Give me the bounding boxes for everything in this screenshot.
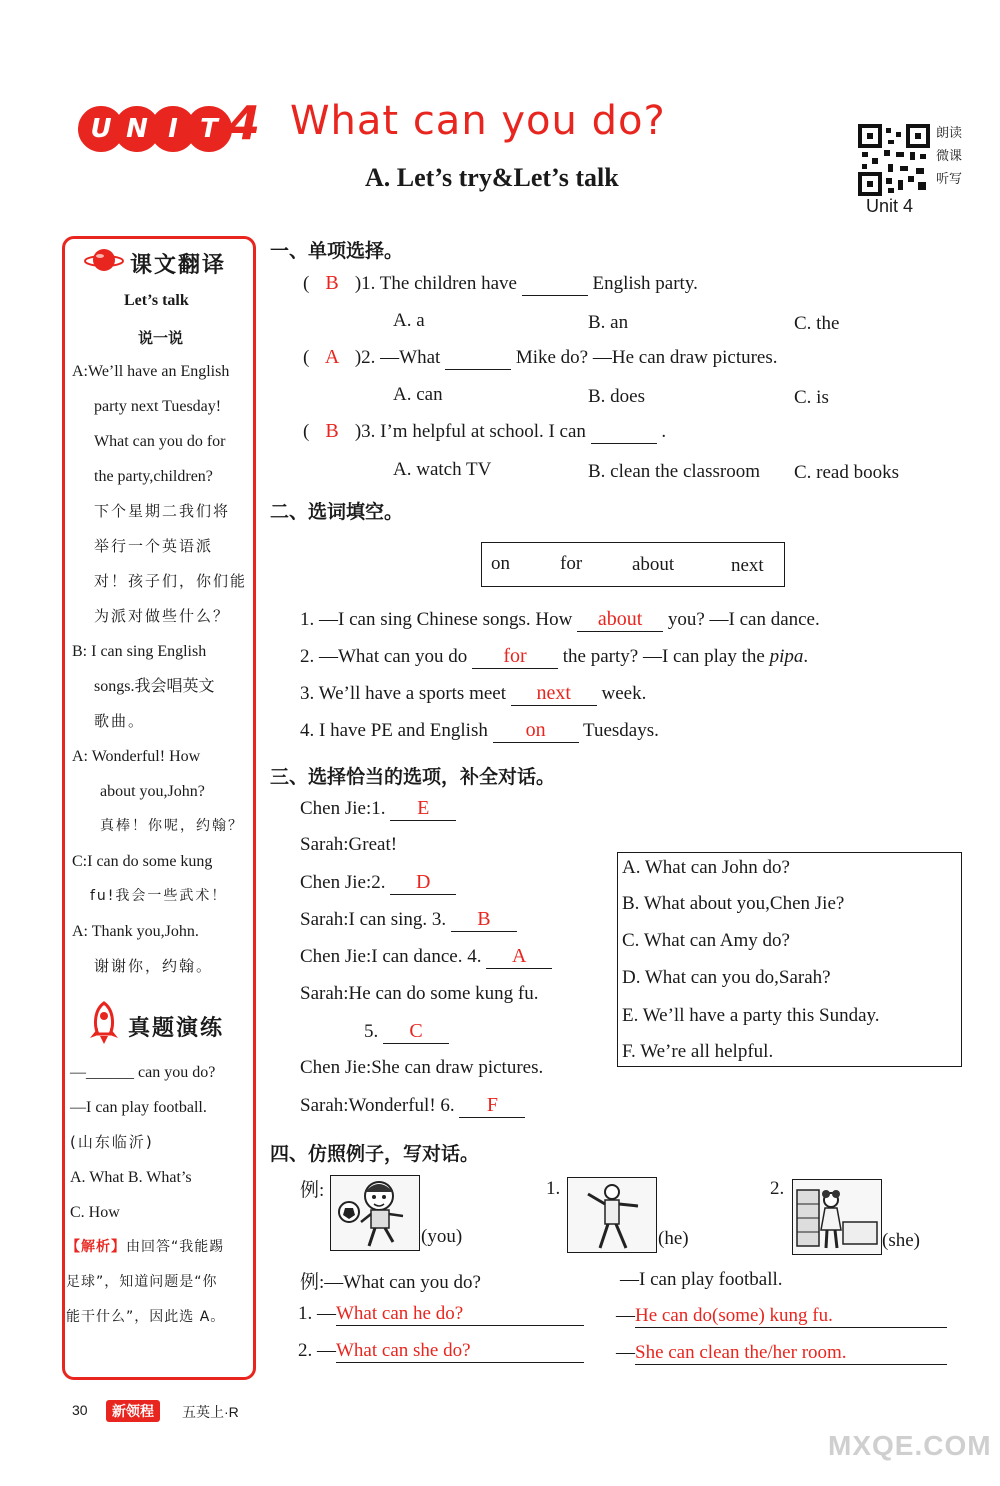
translation-line: A: Thank you,John.: [72, 923, 199, 940]
qr-caption-line: 微课: [936, 149, 963, 164]
translation-line: fu!我会一些武术！: [90, 888, 228, 904]
fill-stem: the party? —I can play the: [562, 646, 765, 667]
option: A. watch TV: [393, 459, 492, 480]
fill-italic-word: pipa: [769, 646, 804, 667]
translation-line: 谢谢你，约翰。: [94, 957, 214, 975]
watermark: MXQE.COM: [828, 1430, 992, 1461]
answer-blank[interactable]: [522, 273, 588, 296]
analysis-text: 由回答“我能踢: [126, 1239, 225, 1255]
example-label: 例:: [300, 1180, 325, 1201]
part1-heading: 一、单项选择。: [270, 240, 404, 262]
write-answer[interactable]: She can clean the/her room.: [635, 1342, 947, 1365]
translation-line: B: I can sing English: [72, 643, 207, 660]
dialogue-line: [300, 797, 456, 821]
unit-label: Unit 4: [866, 196, 914, 216]
write-item-1: [298, 1303, 584, 1326]
dialogue-line: Sarah:Great!: [300, 834, 398, 855]
option: B. an: [588, 312, 629, 333]
translation-line: What can you do for: [94, 433, 226, 450]
translation-line: songs.我会唱英文: [94, 678, 215, 695]
write-answer[interactable]: What can he do?: [336, 1303, 584, 1326]
write-item-1-answer: [616, 1305, 947, 1328]
translation-line: A: Wonderful! How: [72, 748, 201, 765]
fill-stem: 1. —I can sing Chinese songs. How: [300, 609, 573, 630]
unit-letter: I: [150, 106, 196, 152]
write-dash: —: [616, 1342, 635, 1363]
question-3: [303, 420, 666, 444]
option: C. the: [794, 313, 840, 334]
word-bank-item: next: [731, 555, 764, 576]
question-stem: Mike do? —He can draw pictures.: [515, 347, 778, 368]
translation-line: 举行一个英语派: [94, 537, 214, 555]
practice-line: —I can play football.: [70, 1099, 207, 1116]
option-item: B. What about you,Chen Jie?: [622, 893, 845, 914]
dialogue-line: [300, 1094, 525, 1118]
paren-open: (: [303, 347, 310, 368]
word-bank-item: for: [560, 553, 583, 574]
dialogue-line: Chen Jie:She can draw pictures.: [300, 1057, 544, 1078]
planet-icon: [84, 243, 124, 277]
write-dash: —: [616, 1305, 635, 1326]
option: C. is: [794, 387, 829, 408]
dialogue-answer[interactable]: E: [390, 797, 456, 821]
fill-answer[interactable]: next: [511, 682, 597, 706]
pic-who: (he): [658, 1228, 689, 1249]
option-item: A. What can John do?: [622, 857, 790, 878]
answer-blank[interactable]: [445, 347, 511, 370]
boy-football-picture: [330, 1175, 420, 1251]
translation-line: C:I can do some kung: [72, 853, 213, 870]
pic-who: (you): [421, 1226, 463, 1247]
answer-blank[interactable]: [591, 421, 657, 444]
unit-badge: [78, 98, 288, 158]
translation-line: party next Tuesday!: [94, 398, 222, 415]
option-item: F. We’re all helpful.: [622, 1041, 774, 1062]
example-answer: —I can play football.: [620, 1269, 783, 1290]
write-item-2-answer: [616, 1342, 947, 1365]
practice-line: (山东临沂): [70, 1133, 154, 1151]
question-stem: .: [661, 421, 667, 442]
option: A. can: [393, 384, 443, 405]
fill-item-4: [300, 719, 659, 743]
dialogue-text: Sarah:I can sing. 3.: [300, 909, 447, 930]
dialogue-line: [364, 1020, 449, 1044]
option: C. read books: [794, 462, 900, 483]
part3-heading: 三、选择恰当的选项，补全对话。: [270, 766, 556, 788]
pic-who: (she): [882, 1230, 920, 1251]
example-question: 例:—What can you do?: [300, 1272, 481, 1293]
shuo-label: 说一说: [138, 330, 184, 347]
options-box: [617, 852, 962, 1067]
translation-line: 真棒！你呢，约翰？: [100, 818, 244, 834]
option-item: C. What can Amy do?: [622, 930, 790, 951]
question-stem: )1. The children have: [354, 273, 517, 294]
translation-line: A:We’ll have an English: [72, 363, 230, 380]
translation-line: 歌曲。: [94, 712, 146, 730]
question-2: [303, 346, 778, 370]
fill-answer[interactable]: on: [493, 719, 579, 743]
dialogue-answer[interactable]: B: [451, 908, 517, 932]
qr-code-icon[interactable]: [858, 124, 930, 196]
answer-mark: A: [324, 346, 340, 368]
dialogue-answer[interactable]: D: [390, 871, 456, 895]
qr-caption-line: 听写: [936, 172, 963, 187]
practice-line: —______ can you do?: [70, 1064, 216, 1081]
pic-label: 1.: [546, 1178, 561, 1199]
analysis-line: 能干什么”，因此选 A。: [66, 1309, 226, 1325]
dialogue-line: Sarah:He can do some kung fu.: [300, 983, 539, 1004]
qr-caption: [936, 122, 962, 191]
write-answer[interactable]: He can do(some) kung fu.: [635, 1305, 947, 1328]
unit-letter: T: [186, 106, 232, 152]
dialogue-line: [300, 871, 456, 895]
girl-cleaning-picture: [792, 1179, 882, 1255]
practice-line: A. What B. What’s: [70, 1169, 192, 1186]
translation-line: the party,children?: [94, 468, 213, 485]
fill-item-2: [300, 645, 808, 669]
option-item: D. What can you do,Sarah?: [622, 967, 831, 988]
question-stem: )3. I’m helpful at school. I can: [354, 421, 586, 442]
pic-label: 2.: [770, 1178, 785, 1199]
paren-open: (: [303, 421, 310, 442]
write-num: 1. —: [298, 1303, 336, 1324]
section-subtitle: A. Let’s try&Let’s talk: [365, 163, 619, 192]
qr-caption-line: 朗读: [936, 126, 963, 141]
translation-line: about you,John?: [100, 783, 205, 800]
dialogue-answer[interactable]: A: [486, 945, 552, 969]
dialogue-text: Sarah:Wonderful! 6.: [300, 1095, 455, 1116]
option: B. does: [588, 386, 645, 407]
dialogue-line: [300, 945, 552, 969]
analysis-line: 足球”，知道问题是“你: [66, 1274, 218, 1290]
answer-mark: B: [325, 272, 339, 294]
option-item: E. We’ll have a party this Sunday.: [622, 1005, 880, 1026]
fill-stem: week.: [601, 683, 647, 704]
write-num: 2. —: [298, 1340, 336, 1361]
fill-item-1: [300, 608, 820, 632]
page-title: What can you do?: [290, 98, 666, 144]
word-bank-item: on: [491, 553, 510, 574]
part2-heading: 二、选词填空。: [270, 501, 404, 523]
fill-stem: 2. —What can you do: [300, 646, 468, 667]
fill-end: .: [803, 646, 809, 667]
dialogue-line: [300, 908, 517, 932]
dialogue-text: Chen Jie:2.: [300, 872, 386, 893]
dialogue-text: 5.: [364, 1021, 379, 1042]
part4-heading: 四、仿照例子，写对话。: [270, 1143, 480, 1165]
translation-line: 对！孩子们，你们能: [94, 572, 248, 590]
question-stem: )2. —What: [354, 347, 441, 368]
option: A. a: [393, 310, 425, 331]
dialogue-text: Chen Jie:1.: [300, 798, 386, 819]
fill-item-3: [300, 682, 646, 706]
word-bank-item: about: [632, 554, 675, 575]
dialogue-answer[interactable]: F: [459, 1094, 525, 1118]
fill-answer[interactable]: about: [577, 608, 663, 632]
dialogue-text: Chen Jie:I can dance. 4.: [300, 946, 482, 967]
dialogue-answer[interactable]: C: [383, 1020, 449, 1044]
answer-mark: B: [325, 420, 339, 442]
fill-stem: you? —I can dance.: [667, 609, 820, 630]
fill-stem: Tuesdays.: [583, 720, 659, 741]
analysis-line: [66, 1230, 246, 1265]
sidebar-heading-practice: 真题演练: [128, 1016, 225, 1041]
translation-line: 为派对做些什么？: [94, 607, 231, 625]
man-kungfu-picture: [567, 1177, 657, 1253]
grade-label: 五英上·R: [182, 1404, 239, 1420]
paren-open: (: [303, 273, 310, 294]
write-item-2: [298, 1340, 584, 1363]
lets-talk-label: Let’s talk: [124, 292, 189, 309]
sidebar-heading-translation: 课文翻译: [130, 253, 227, 278]
fill-stem: 3. We’ll have a sports meet: [300, 683, 507, 704]
write-answer[interactable]: What can she do?: [336, 1340, 584, 1363]
unit-number: 4: [228, 96, 261, 150]
page-number: 30: [72, 1402, 88, 1418]
fill-answer[interactable]: for: [472, 645, 558, 669]
brand-badge: 新领程: [106, 1400, 160, 1422]
translation-line: 下个星期二我们将: [94, 502, 231, 520]
rocket-icon: [84, 1000, 124, 1046]
practice-line: C. How: [70, 1204, 120, 1221]
fill-stem: 4. I have PE and English: [300, 720, 488, 741]
unit-letter: U: [78, 106, 124, 152]
analysis-label: 【解析】: [66, 1239, 126, 1255]
question-1: [303, 272, 698, 296]
unit-letter: N: [114, 106, 160, 152]
question-stem: English party.: [592, 273, 698, 294]
option: B. clean the classroom: [588, 461, 761, 482]
